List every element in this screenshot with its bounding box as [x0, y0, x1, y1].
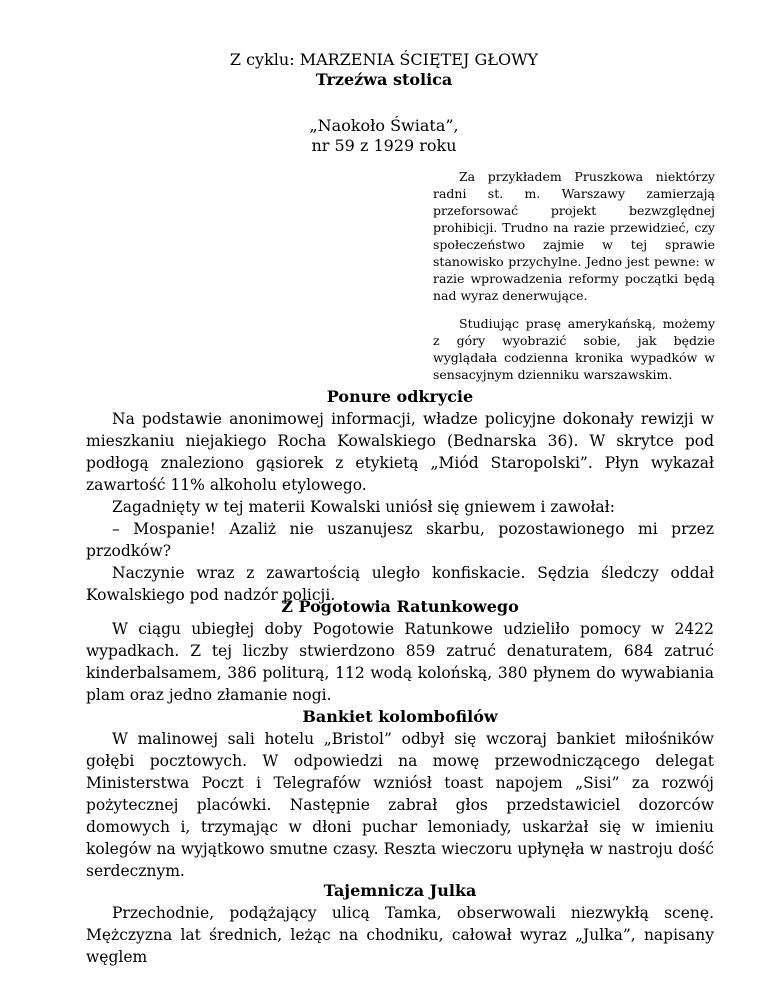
intro-paragraph: Studiując prasę amerykańską, możemy z góry wyobrazić sobie, jak będzie wyglądała codzienna kronika wypadków w sensacyjnym dzienniku warszawskim.	[433, 316, 715, 382]
section-paragraph: – Mospanie! Azaliż nie uszanujesz skarbu, pozostawionego mi przez przodków?	[86, 520, 714, 560]
section-paragraph: Przechodnie, podążający ulicą Tamka, obserwowali niezwykłą scenę. Mężczyzna lat średnich, leżąc na chodniku, całował wyraz „Julka”, napisany węglem	[86, 904, 714, 966]
section-heading: Bankiet kolombofilów	[302, 707, 498, 726]
intro-block	[433, 168, 715, 383]
section-julka	[86, 880, 714, 968]
source-line-1: „Naokoło Świata”,	[309, 116, 459, 135]
section-heading: Ponure odkrycie	[326, 387, 474, 406]
section-paragraph: W malinowej sali hotelu „Bristol” odbył się wczoraj bankiet miłośników gołębi pocztowych. W odpowiedzi na mowę przewodniczącego delegat Ministerstwa Poczt i Telegrafów wzniósł toast napojem „Sisi” za rozwój pożytecznej placówki. Następnie zabrał głos przedstawiciel dozorców domowych i, trzymając w dłoni puchar lemoniady, uskarżał się w imieniu kolegów na wyjątkowo smutne czasy. Reszta wieczoru upłynęła w nastroju dość serdecznym.	[86, 730, 714, 880]
section-heading: Z Pogotowia Ratunkowego	[281, 597, 519, 616]
article-title: Trzeźwa stolica	[315, 70, 453, 89]
section-pogotowie	[86, 596, 714, 706]
section-paragraph: Zagadnięty w tej materii Kowalski uniósł się gniewem i zawołał:	[112, 498, 615, 516]
source-line-2: nr 59 z 1929 roku	[311, 136, 457, 155]
section-paragraph: Naczynie wraz z zawartością uległo konfiskacie. Sędzia śledczy oddał Kowalskiego pod nadzór policji.	[86, 564, 714, 604]
section-heading: Tajemnicza Julka	[323, 881, 477, 900]
section-ponure-odkrycie	[86, 386, 714, 606]
intro-paragraph: Za przykładem Pruszkowa niektórzy radni st. m. Warszawy zamierzają przeforsować projekt bezwzględnej prohibicji. Trudno na razie przewidzieć, czy społeczeństwo zajmie w tej sprawie stanowisko przychylne. Jedno jest pewne: w razie wprowadzenia reformy początki będą nad wyraz denerwujące.	[433, 169, 715, 303]
section-paragraph: Na podstawie anonimowej informacji, władze policyjne dokonały rewizji w mieszkaniu niejakiego Rocha Kowalskiego (Bednarska 36). W skrytce pod podłogą znaleziono gąsiorek z etykietą „Miód Staropolski”. Płyn wykazał zawartość 11% alkoholu etylowego.	[86, 410, 714, 494]
section-bankiet	[86, 706, 714, 882]
cycle-line: Z cyklu: MARZENIA ŚCIĘTEJ GŁOWY	[229, 50, 539, 69]
section-paragraph: W ciągu ubiegłej doby Pogotowie Ratunkowe udzieliło pomocy w 2422 wypadkach. Z tej liczby stwierdzono 859 zatruć denaturatem, 684 zatruć kinderbalsamem, 386 politurą, 112 wodą kolońską, 380 płynem do wywabiania plam oraz jedno złamanie nogi.	[86, 620, 714, 704]
